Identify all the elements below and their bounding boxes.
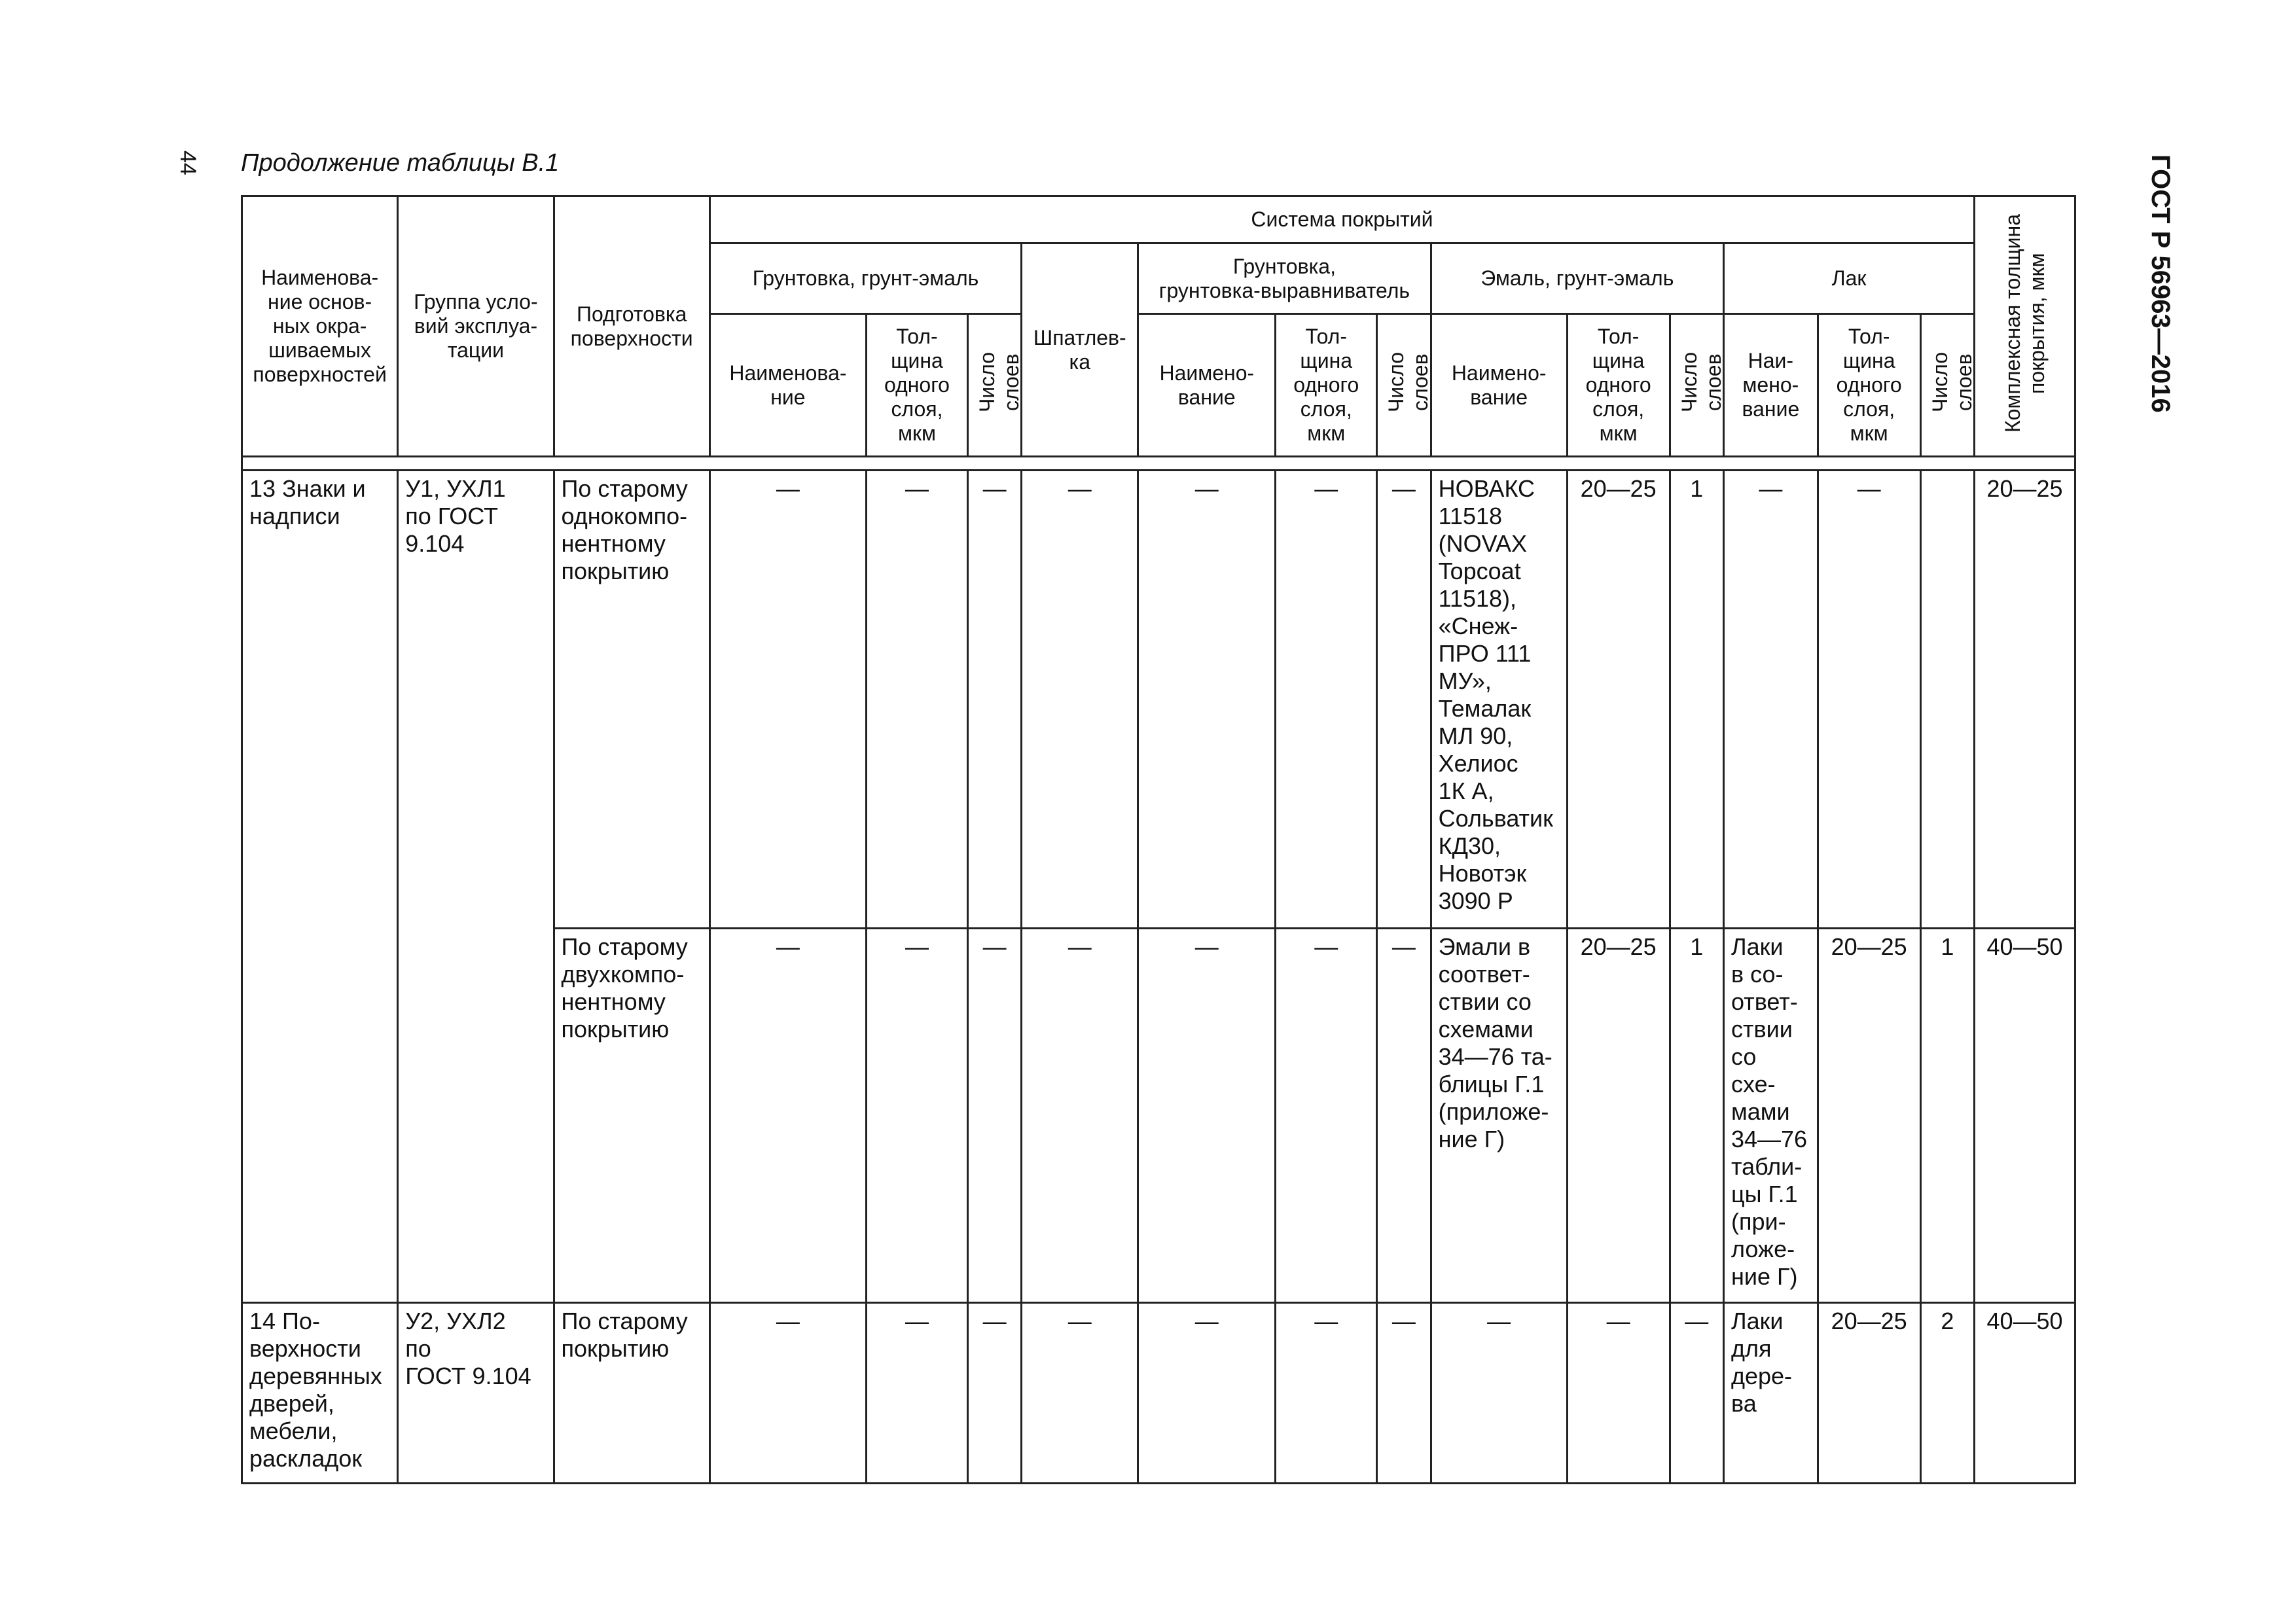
cell-enamel-thickness: 20—25	[1567, 929, 1670, 1303]
cell-enamel-layers: 1	[1670, 471, 1723, 929]
header-primer-layers	[967, 314, 1021, 457]
cell-putty: —	[1022, 1303, 1138, 1484]
header-surface-name: Наименова- ние основ- ных окра- шиваемых поверхностей	[242, 196, 398, 457]
cell-surface-name: 14 По- верхности деревянных дверей, мебели, раскладок	[242, 1303, 398, 1484]
header-enamel-thickness: Тол- щина одного слоя, мкм	[1567, 314, 1670, 457]
table-header	[242, 196, 2075, 457]
cell-total-thickness: 40—50	[1975, 1303, 2075, 1484]
header-lacquer-layers	[1920, 314, 1975, 457]
cell-enamel-name: —	[1431, 1303, 1567, 1484]
header-leveler-layers	[1377, 314, 1431, 457]
cell-lacquer-name: —	[1723, 471, 1818, 929]
cell-lacquer-layers: 1	[1920, 929, 1975, 1303]
cell-primer-thickness: —	[867, 471, 968, 929]
header-leveler: Грунтовка, грунтовка-выравниватель	[1138, 243, 1431, 314]
cell-surface-prep: По старому однокомпо- нентному покрытию	[554, 471, 709, 929]
cell-leveler-name: —	[1138, 929, 1276, 1303]
coating-systems-table	[241, 195, 2076, 1484]
header-enamel: Эмаль, грунт-эмаль	[1431, 243, 1723, 314]
header-putty: Шпатлев- ка	[1022, 243, 1138, 457]
header-primer-layers-text: Число слоев	[975, 352, 1023, 413]
standard-identifier: ГОСТ Р 56963—2016	[2146, 154, 2175, 413]
header-leveler-name: Наимено- вание	[1138, 314, 1276, 457]
cell-operating-group: У2, УХЛ2 по ГОСТ 9.104	[398, 1303, 554, 1484]
cell-surface-name: 13 Знаки и надписи	[242, 471, 398, 1303]
table-continuation-caption: Продолжение таблицы В.1	[241, 149, 560, 177]
cell-leveler-thickness: —	[1276, 929, 1377, 1303]
cell-lacquer-thickness: —	[1818, 471, 1920, 929]
cell-enamel-thickness: 20—25	[1567, 471, 1670, 929]
header-enamel-name: Наимено- вание	[1431, 314, 1567, 457]
header-enamel-layers	[1670, 314, 1723, 457]
cell-surface-prep: По старому двухкомпо- нентному покрытию	[554, 929, 709, 1303]
header-separator	[242, 457, 2075, 471]
table-row	[242, 471, 2075, 929]
cell-primer-thickness: —	[867, 1303, 968, 1484]
header-leveler-layers-text: Число слоев	[1384, 352, 1433, 413]
header-total-thickness-text: Комплексная толщина покрытия, мкм	[2000, 214, 2049, 433]
cell-total-thickness: 20—25	[1975, 471, 2075, 929]
cell-primer-layers: —	[967, 1303, 1021, 1484]
header-operating-group: Группа усло- вий эксплуа- тации	[398, 196, 554, 457]
cell-operating-group: У1, УХЛ1 по ГОСТ 9.104	[398, 471, 554, 1303]
cell-enamel-layers: 1	[1670, 929, 1723, 1303]
cell-putty: —	[1022, 471, 1138, 929]
cell-primer-layers: —	[967, 471, 1021, 929]
header-primer-name: Наименова- ние	[709, 314, 866, 457]
cell-enamel-name: НОВАКС 11518 (NOVAX Topcoat 11518), «Снеж- ПРО 111 МУ», Темалак МЛ 90, Хелиос 1К А, Сольватик КД30, Новотэк 3090 Р	[1431, 471, 1567, 929]
cell-leveler-name: —	[1138, 1303, 1276, 1484]
table-row	[242, 1303, 2075, 1484]
cell-lacquer-name: Лаки в со- ответ- ствии со схе- мами 34—76 табли- цы Г.1 (при- ложе- ние Г)	[1723, 929, 1818, 1303]
cell-primer-layers: —	[967, 929, 1021, 1303]
cell-leveler-layers: —	[1377, 1303, 1431, 1484]
cell-putty: —	[1022, 929, 1138, 1303]
cell-lacquer-name: Лаки для дере- ва	[1723, 1303, 1818, 1484]
cell-primer-name: —	[709, 1303, 866, 1484]
cell-leveler-name: —	[1138, 471, 1276, 929]
header-surface-prep: Подготовка поверхности	[554, 196, 709, 457]
cell-enamel-thickness: —	[1567, 1303, 1670, 1484]
header-lacquer-thickness: Тол- щина одного слоя, мкм	[1818, 314, 1920, 457]
header-primer-thickness: Тол- щина одного слоя, мкм	[867, 314, 968, 457]
header-primer: Грунтовка, грунт-эмаль	[709, 243, 1022, 314]
cell-lacquer-layers: 2	[1920, 1303, 1975, 1484]
cell-lacquer-thickness: 20—25	[1818, 929, 1920, 1303]
page-number: 44	[175, 151, 200, 175]
cell-primer-name: —	[709, 471, 866, 929]
table-body	[242, 457, 2075, 1484]
cell-enamel-layers: —	[1670, 1303, 1723, 1484]
cell-primer-thickness: —	[867, 929, 968, 1303]
header-total-thickness	[1975, 196, 2075, 457]
cell-leveler-layers: —	[1377, 929, 1431, 1303]
cell-lacquer-layers	[1920, 471, 1975, 929]
cell-leveler-thickness: —	[1276, 1303, 1377, 1484]
cell-lacquer-thickness: 20—25	[1818, 1303, 1920, 1484]
header-coating-system: Система покрытий	[709, 196, 1974, 243]
header-lacquer-name: Наи- мено- вание	[1723, 314, 1818, 457]
header-enamel-layers-text: Число слоев	[1677, 352, 1725, 413]
cell-enamel-name: Эмали в соответ- ствии со схемами 34—76 та- блицы Г.1 (приложе- ние Г)	[1431, 929, 1567, 1303]
cell-leveler-layers: —	[1377, 471, 1431, 929]
cell-leveler-thickness: —	[1276, 471, 1377, 929]
cell-total-thickness: 40—50	[1975, 929, 2075, 1303]
header-leveler-thickness: Тол- щина одного слоя, мкм	[1276, 314, 1377, 457]
header-lacquer-layers-text: Число слоев	[1928, 352, 1976, 413]
header-lacquer: Лак	[1723, 243, 1974, 314]
separator-cell	[242, 457, 2075, 471]
cell-surface-prep: По старому покрытию	[554, 1303, 709, 1484]
cell-primer-name: —	[709, 929, 866, 1303]
